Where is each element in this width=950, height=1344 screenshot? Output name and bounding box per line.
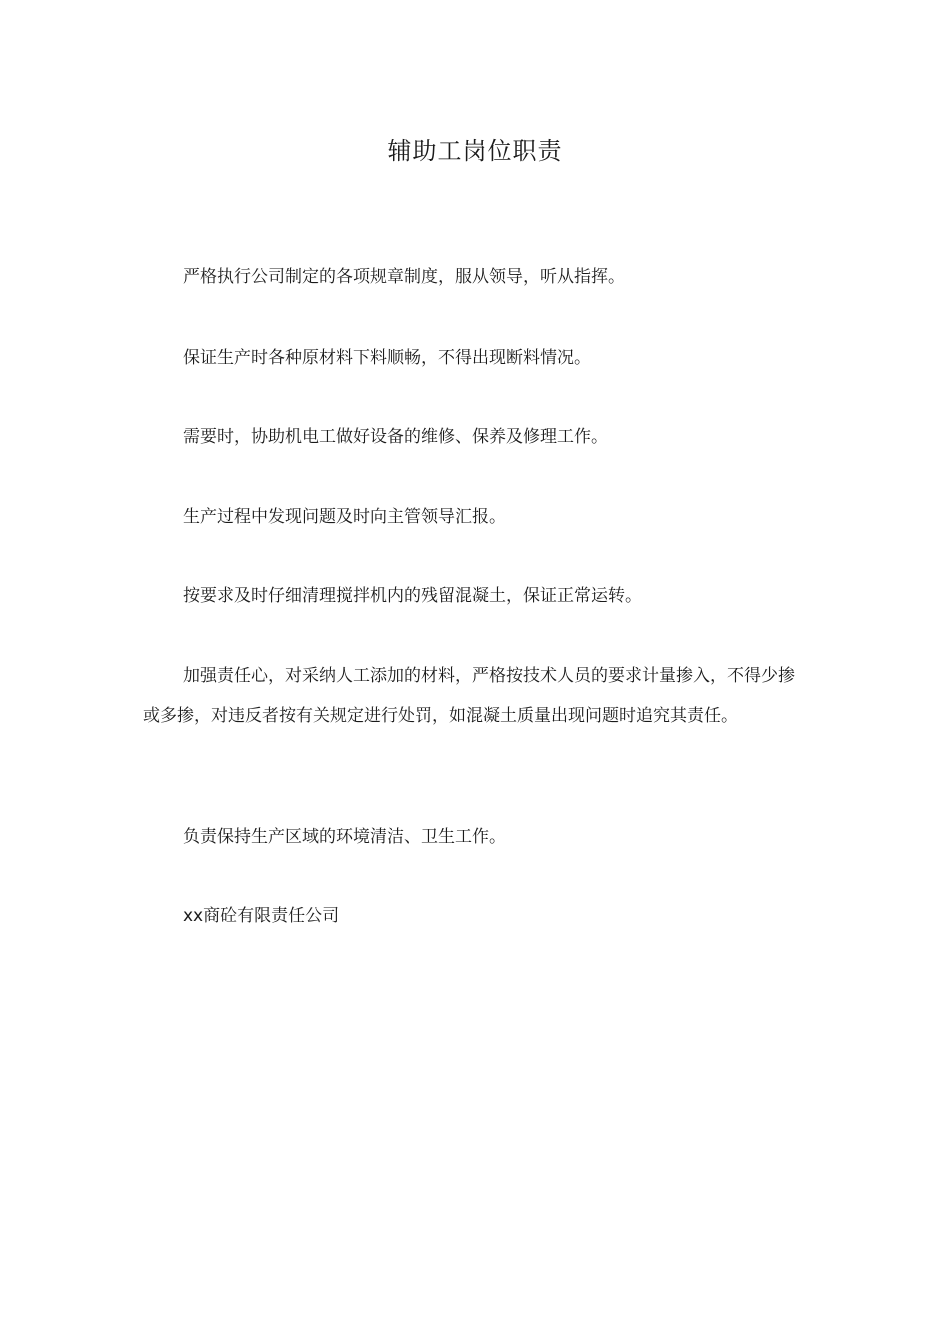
- duty-paragraph-3: 需要时，协助机电工做好设备的维修、保养及修理工作。: [183, 427, 608, 447]
- duty-paragraph-6: 加强责任心，对采纳人工添加的材料，严格按技术人员的要求计量掺入，不得少掺或多掺，对违反者按有关规定进行处罚，如混凝土质量出现问题时追究其责任。: [143, 666, 795, 726]
- duty-paragraph-7: 负责保持生产区域的环境清洁、卫生工作。: [183, 827, 506, 847]
- company-name: xx商砼有限责任公司: [183, 906, 340, 926]
- document-title: 辅助工岗位职责: [387, 137, 563, 165]
- duty-paragraph-4: 生产过程中发现问题及时向主管领导汇报。: [183, 507, 506, 527]
- duty-paragraph-1: 严格执行公司制定的各项规章制度，服从领导，听从指挥。: [183, 267, 625, 287]
- duty-paragraph-5: 按要求及时仔细清理搅拌机内的残留混凝土，保证正常运转。: [183, 586, 642, 606]
- duty-paragraph-2: 保证生产时各种原材料下料顺畅，不得出现断料情况。: [183, 348, 591, 368]
